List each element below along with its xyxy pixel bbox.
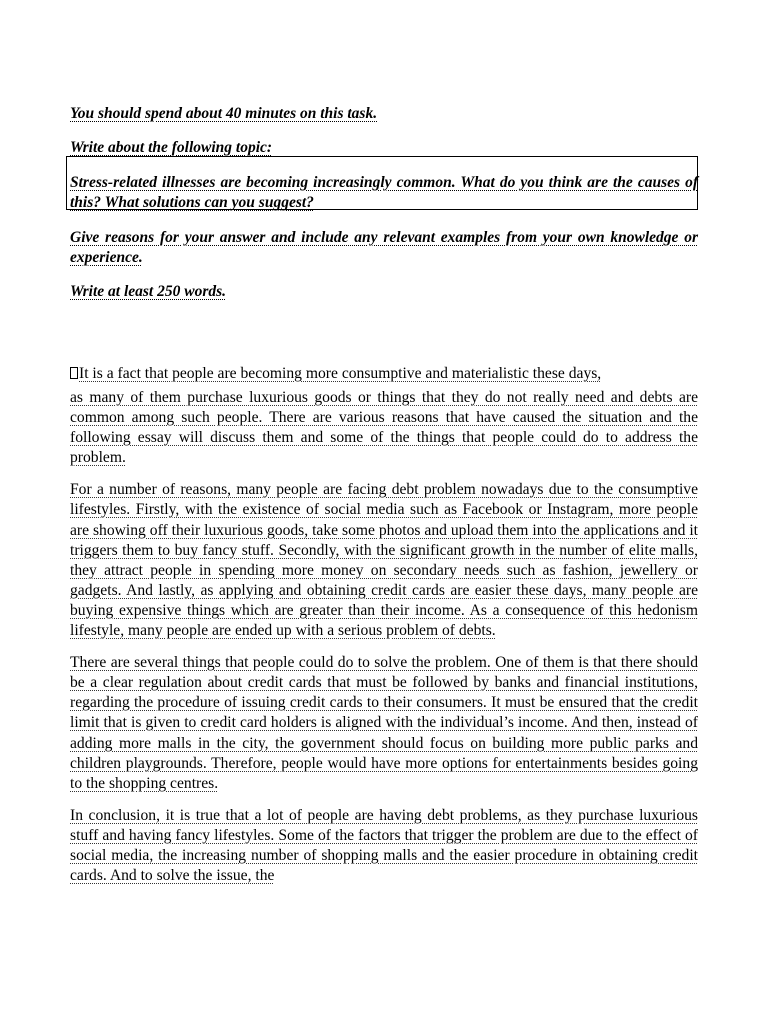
task-topic: Stress-related illnesses are becoming increasingly common. What do you think are the causes of this? What solutions can you suggest? <box>70 174 698 211</box>
task-reasons-instruction: Give reasons for your answer and include any relevant examples from your own knowledge or experience. <box>70 229 698 266</box>
essay-paragraph-4: In conclusion, it is true that a lot of people are having debt problems, as they purchase luxurious stuff and having fancy lifestyles. Some of the factors that trigger the problem are due to the effect of social media, the increasing number of shopping malls and the easier procedure in obtaining credit cards. And to solve the issue, the <box>70 806 698 885</box>
task-word-count: Write at least 250 words. <box>70 283 227 300</box>
essay-paragraph-1: as many of them purchase luxurious goods or things that they do not really need and debts are common among such people. There are various reasons that have caused the situation and the following essay will discuss them and some of the things that people could do to address the problem. <box>70 389 698 467</box>
essay-paragraph-2: For a number of reasons, many people are facing debt problem nowadays due to the consumptive lifestyles. Firstly, with the existence of social media such as Facebook or Instagram, more people are showing off their luxurious goods, take some photos and upload them into the applications and it triggers them to buy fancy stuff. Secondly, with the significant growth in the number of elite malls, they attract people in spending more money on secondary needs such as fashion, jewellery or gadgets. And lastly, as applying and obtaining credit cards are easier these days, many people are buying expensive things which are greater than their income. As a consequence of this hedonism lifestyle, many people are ended up with a serious problem of debts. <box>70 481 698 640</box>
essay-paragraph-1-first-line <box>70 364 698 384</box>
glyph-box-icon <box>70 367 78 379</box>
essay-body <box>70 364 698 898</box>
task-time-instruction: You should spend about 40 minutes on this task. <box>70 105 378 122</box>
essay-paragraph-1-line-1-text: It is a fact that people are becoming more consumptive and materialistic these days, <box>79 365 602 382</box>
task-write-about: Write about the following topic: <box>70 139 273 156</box>
essay-paragraph-3: There are several things that people could do to solve the problem. One of them is that there should be a clear regulation about credit cards that must be followed by banks and financial institutions, regarding the procedure of issuing credit cards to their consumers. It must be ensured that the credit limit that is given to credit card holders is aligned with the individual’s income. And then, instead of adding more malls in the city, the government should focus on building more public parks and children playgrounds. Therefore, people would have more options for entertainments besides going to the shopping centres. <box>70 654 698 792</box>
